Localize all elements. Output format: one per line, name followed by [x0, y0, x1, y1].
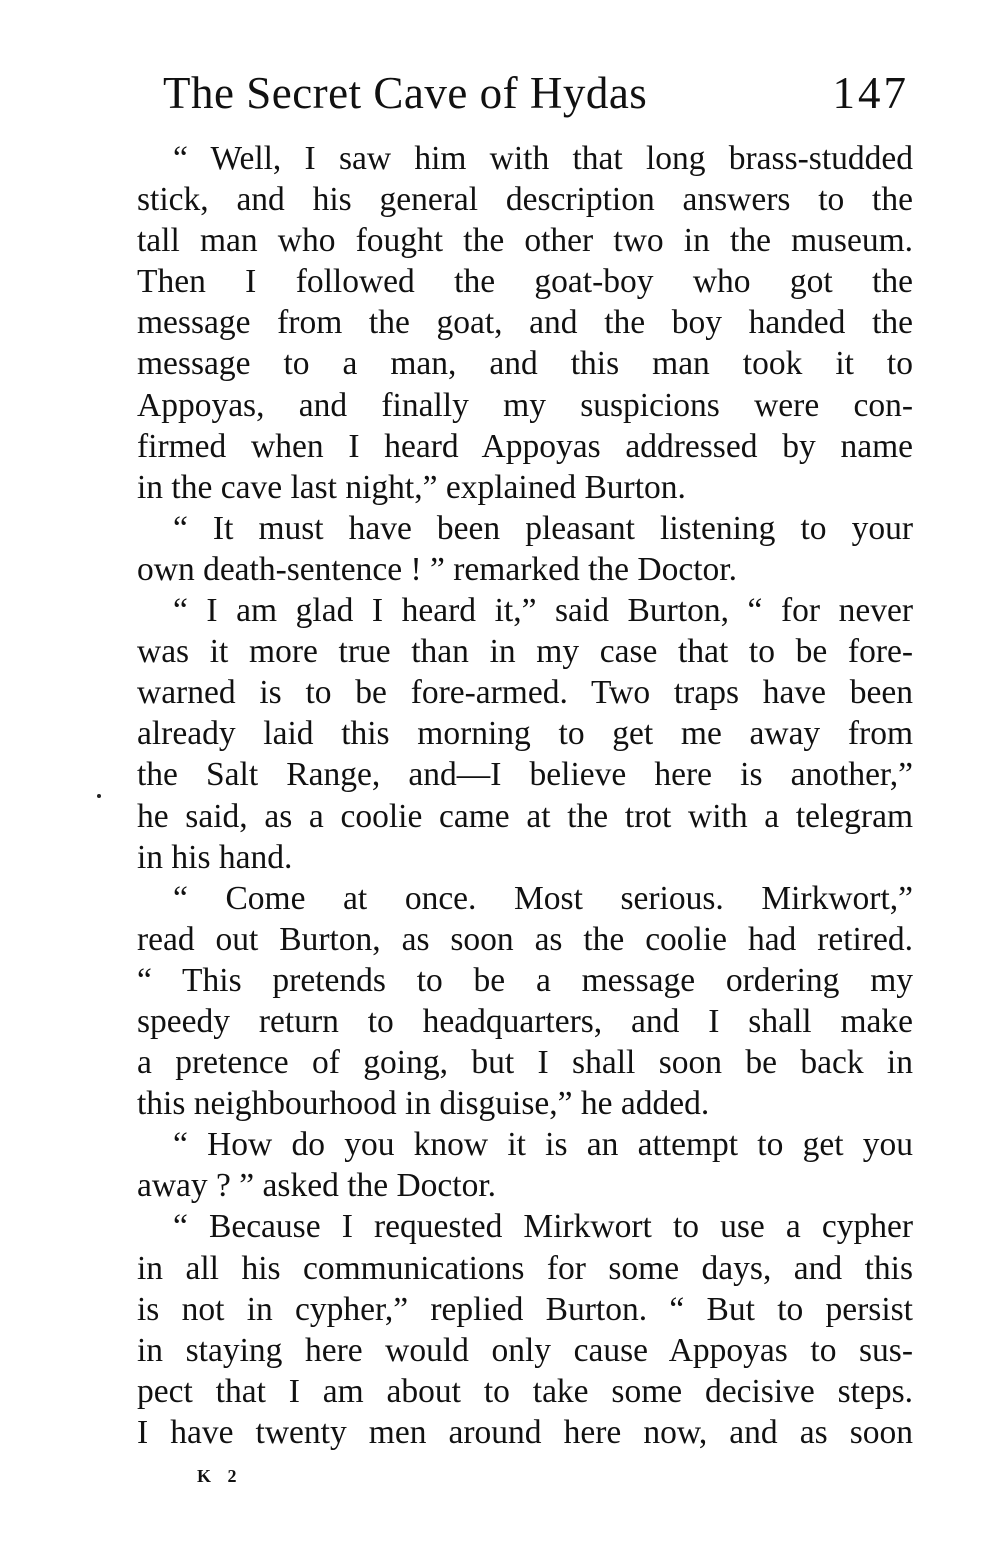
- text-line: “ I am glad I heard it,” said Burton, “ for never: [173, 592, 913, 630]
- text-line: already laid this morning to get me away from: [137, 715, 913, 753]
- text-line: “ It must have been pleasant listening to your: [173, 509, 913, 547]
- text-line: tall man who fought the other two in the museum.: [137, 222, 913, 260]
- text-line: Then I followed the goat-boy who got the: [137, 263, 913, 301]
- text-line: Appoyas, and finally my suspicions were con-: [137, 386, 913, 424]
- text-line: warned is to be fore-armed. Two traps have been: [137, 674, 913, 712]
- text-line: pect that I am about to take some decisive steps.: [137, 1372, 913, 1410]
- text-line: speedy return to headquarters, and I shall make: [137, 1002, 913, 1040]
- body-text: [137, 138, 913, 1453]
- text-line: away ? ” asked the Doctor.: [137, 1167, 497, 1205]
- text-line: he said, as a coolie came at the trot with a telegram: [137, 797, 913, 835]
- text-line: this neighbourhood in disguise,” he added.: [137, 1085, 710, 1123]
- text-line: firmed when I heard Appoyas addressed by name: [137, 427, 913, 465]
- text-line: read out Burton, as soon as the coolie had retired.: [137, 920, 913, 958]
- text-line: a pretence of going, but I shall soon be back in: [137, 1044, 913, 1082]
- text-line: in all his communications for some days, and this: [137, 1249, 913, 1287]
- running-head: [163, 62, 913, 124]
- text-line: in the cave last night,” explained Burton.: [137, 468, 686, 506]
- margin-dot: [97, 794, 101, 798]
- text-line: “ Because I requested Mirkwort to use a cypher: [173, 1208, 913, 1246]
- text-line: “ Come at once. Most serious. Mirkwort,”: [173, 879, 913, 917]
- text-line: the Salt Range, and—I believe here is another,”: [137, 756, 913, 794]
- text-line: stick, and his general description answers to the: [137, 181, 913, 219]
- page-number: 147: [832, 68, 909, 118]
- text-line: “ This pretends to be a message ordering my: [137, 961, 913, 999]
- text-line: in his hand.: [137, 838, 293, 876]
- text-line: “ How do you know it is an attempt to get you: [173, 1126, 913, 1164]
- text-line: in staying here would only cause Appoyas to sus-: [137, 1331, 913, 1369]
- text-line: was it more true than in my case that to be fore-: [137, 633, 913, 671]
- text-line: is not in cypher,” replied Burton. “ But to persist: [137, 1290, 913, 1328]
- text-line: message from the goat, and the boy handed the: [137, 304, 913, 342]
- running-title: The Secret Cave of Hydas: [163, 68, 648, 118]
- text-line: message to a man, and this man took it to: [137, 345, 913, 383]
- text-line: I have twenty men around here now, and as soon: [137, 1413, 913, 1451]
- text-line: “ Well, I saw him with that long brass-studded: [173, 140, 913, 177]
- signature-mark: K 2: [197, 1466, 243, 1486]
- text-line: own death-sentence ! ” remarked the Doctor.: [137, 550, 737, 588]
